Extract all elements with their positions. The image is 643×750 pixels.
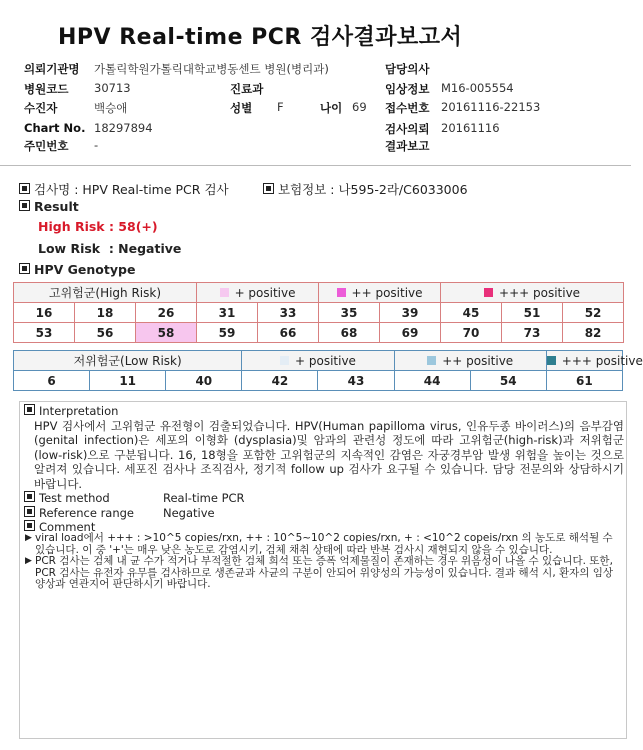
square-bullet-icon [24, 404, 35, 415]
genotype-cell: 73 [502, 323, 563, 343]
genotype-heading [19, 262, 135, 277]
test-method-row [24, 491, 624, 506]
comment-list [25, 533, 620, 591]
genotype-cell: 56 [75, 323, 136, 343]
interpretation-heading: Interpretation [24, 404, 624, 419]
legend-plus-plus-plus [441, 283, 624, 303]
comment-item: ▶ viral load에서 +++ : >10^5 copies/rxn, ++ : 10^5~10^2 copies/rxn, + : <10^2 copeis/rxn 의 농도로 해석될 수 있습니다. 이 중 '+'는 매우 낮은 농도로 감염시키, 검체 채취 상태에 따라 반복 검사시 재현되지 않을 수 있습니다. [25, 532, 613, 556]
genotype-cell: 52 [563, 303, 624, 323]
clinical-info-value: M16-005554 [441, 81, 514, 95]
high-risk-row [14, 323, 624, 343]
result-heading-text: Result [34, 199, 79, 214]
genotype-cell: 68 [319, 323, 380, 343]
receipt-no-value: 20161116-22153 [441, 100, 541, 114]
chart-no-label: Chart No. [24, 121, 86, 135]
genotype-cell: 16 [14, 303, 75, 323]
test-method-label: Test method [39, 491, 110, 505]
legend-label: ++ positive [442, 353, 514, 368]
genotype-cell: 69 [380, 323, 441, 343]
institution-value: 가톨릭학원가톨릭대학교병동센트 병원(병리과) [94, 62, 329, 76]
insurance-line [263, 180, 468, 198]
high-risk-header-row [14, 283, 624, 303]
reference-range-row [24, 506, 624, 521]
genotype-cell: 11 [90, 371, 166, 391]
legend-label: +++ positive [499, 285, 581, 300]
genotype-cell: 61 [546, 371, 622, 391]
hospital-code-value: 30713 [94, 81, 131, 95]
genotype-cell: 40 [166, 371, 242, 391]
hospital-code-label: 병원코드 [24, 82, 69, 96]
square-bullet-icon [19, 183, 30, 194]
rrn-value: - [94, 138, 99, 152]
genotype-cell: 66 [258, 323, 319, 343]
comment-heading: Comment [24, 520, 624, 535]
legend-swatch [427, 356, 436, 365]
clinical-info-label: 임상정보 [385, 82, 430, 96]
result-heading [19, 199, 79, 214]
legend-swatch [220, 288, 229, 297]
genotype-cell: 39 [380, 303, 441, 323]
high-risk-table [13, 282, 624, 343]
genotype-cell: 31 [197, 303, 258, 323]
legend-swatch [280, 356, 289, 365]
legend-plus-plus [394, 351, 546, 371]
square-bullet-icon [24, 506, 35, 517]
genotype-cell: 82 [563, 323, 624, 343]
legend-plus-plus-plus [546, 351, 643, 371]
dept-label: 진료과 [230, 82, 264, 96]
legend-swatch [484, 288, 493, 297]
reference-range-label: Reference range [39, 505, 135, 520]
patient-name-label: 수진자 [24, 101, 58, 115]
genotype-cell: 44 [394, 371, 470, 391]
rrn-label: 주민번호 [24, 139, 69, 153]
legend-label: +++ positive [561, 353, 643, 368]
square-bullet-icon [19, 200, 30, 211]
genotype-cell: 6 [14, 371, 90, 391]
square-bullet-icon [19, 263, 30, 274]
report-date-label: 결과보고 [385, 139, 430, 153]
genotype-cell: 53 [14, 323, 75, 343]
interpretation-section [24, 404, 624, 535]
square-bullet-icon [24, 520, 35, 531]
genotype-cell: 18 [75, 303, 136, 323]
triangle-bullet-icon: ▶ [25, 556, 32, 566]
report-title: HPV Real-time PCR 검사결과보고서 [58, 25, 463, 50]
low-risk-table [13, 350, 643, 391]
high-risk-header: 고위험군(High Risk) [14, 283, 197, 303]
genotype-cell: 51 [502, 303, 563, 323]
legend-plus [197, 283, 319, 303]
doctor-label: 담당의사 [385, 62, 430, 76]
genotype-cell: 59 [197, 323, 258, 343]
age-value: 69 [352, 100, 367, 114]
header-divider [0, 165, 631, 166]
genotype-cell: 35 [319, 303, 380, 323]
genotype-cell: 33 [258, 303, 319, 323]
genotype-cell: 26 [136, 303, 197, 323]
genotype-cell: 43 [318, 371, 394, 391]
reference-range-value: Negative [163, 505, 215, 520]
request-date-value: 20161116 [441, 121, 500, 135]
legend-swatch [547, 356, 556, 365]
comment-item: ▶ PCR 검사는 검체 내 균 수가 적거나 부적절한 검체 희석 또는 증폭 억제물질이 존재하는 경우 위음성이 나올 수 있습니다. 또한, PCR 검사는 유전자 유무를 검사하므로 생존균과 사균의 구분이 안되어 위양성의 가능성이 있습니다. 결과 해석 시, 환자의 임상 양상과 연관지어 판단하시기 바랍니다. [25, 555, 614, 590]
legend-swatch [337, 288, 346, 297]
genotype-cell: 70 [441, 323, 502, 343]
low-risk-row [14, 371, 623, 391]
legend-label: + positive [234, 285, 296, 300]
receipt-no-label: 접수번호 [385, 101, 430, 115]
patient-name-value: 백승애 [94, 101, 128, 115]
low-risk-result: Low Risk : Negative [38, 241, 182, 256]
square-bullet-icon [24, 491, 35, 502]
square-bullet-icon [263, 183, 274, 194]
request-date-label: 검사의뢰 [385, 122, 430, 136]
genotype-cell: 45 [441, 303, 502, 323]
test-name-text: 검사명 : HPV Real-time PCR 검사 [34, 182, 229, 197]
genotype-heading-text: HPV Genotype [34, 262, 136, 277]
legend-plus [242, 351, 394, 371]
triangle-bullet-icon: ▶ [25, 533, 32, 543]
legend-plus-plus [319, 283, 441, 303]
test-name-line [19, 180, 229, 198]
low-risk-header: 저위험군(Low Risk) [14, 351, 242, 371]
high-risk-result: High Risk : 58(+) [38, 219, 158, 234]
genotype-cell: 42 [242, 371, 318, 391]
high-risk-row [14, 303, 624, 323]
legend-label: + positive [295, 353, 356, 368]
insurance-text: 보험정보 : 나595-2라/C6033006 [278, 182, 468, 197]
test-method-value: Real-time PCR [163, 491, 245, 505]
genotype-cell: 58 [136, 323, 197, 343]
age-label: 나이 [320, 101, 343, 115]
legend-label: ++ positive [351, 285, 423, 300]
genotype-cell: 54 [470, 371, 546, 391]
institution-label: 의뢰기관명 [24, 62, 80, 76]
interpretation-text: HPV 검사에서 고위험군 유전형이 검출되었습니다. HPV(Human papilloma virus, 인유두종 바이러스)의 음부감염(genital infection)은 세포의 이형화 (dysplasia)및 암과의 관련성 정도에 따라 고위험군(high-risk)과 저위험군(low-risk)으로 구분됩니다. 16, 18형을 포함한 고위험군의 지속적인 감염은 자궁경부암 발생 위험을 높이는 것으로 알려져 있습니다. 세포진 검사나 조직검사, 정기적 follow up 검사가 요구될 수 있습니다. 담당 전문의와 상담하시기 바랍니다. [34, 418, 624, 491]
chart-no-value: 18297894 [94, 121, 153, 135]
sex-value: F [277, 100, 284, 114]
low-risk-header-row [14, 351, 623, 371]
sex-label: 성별 [230, 101, 253, 115]
